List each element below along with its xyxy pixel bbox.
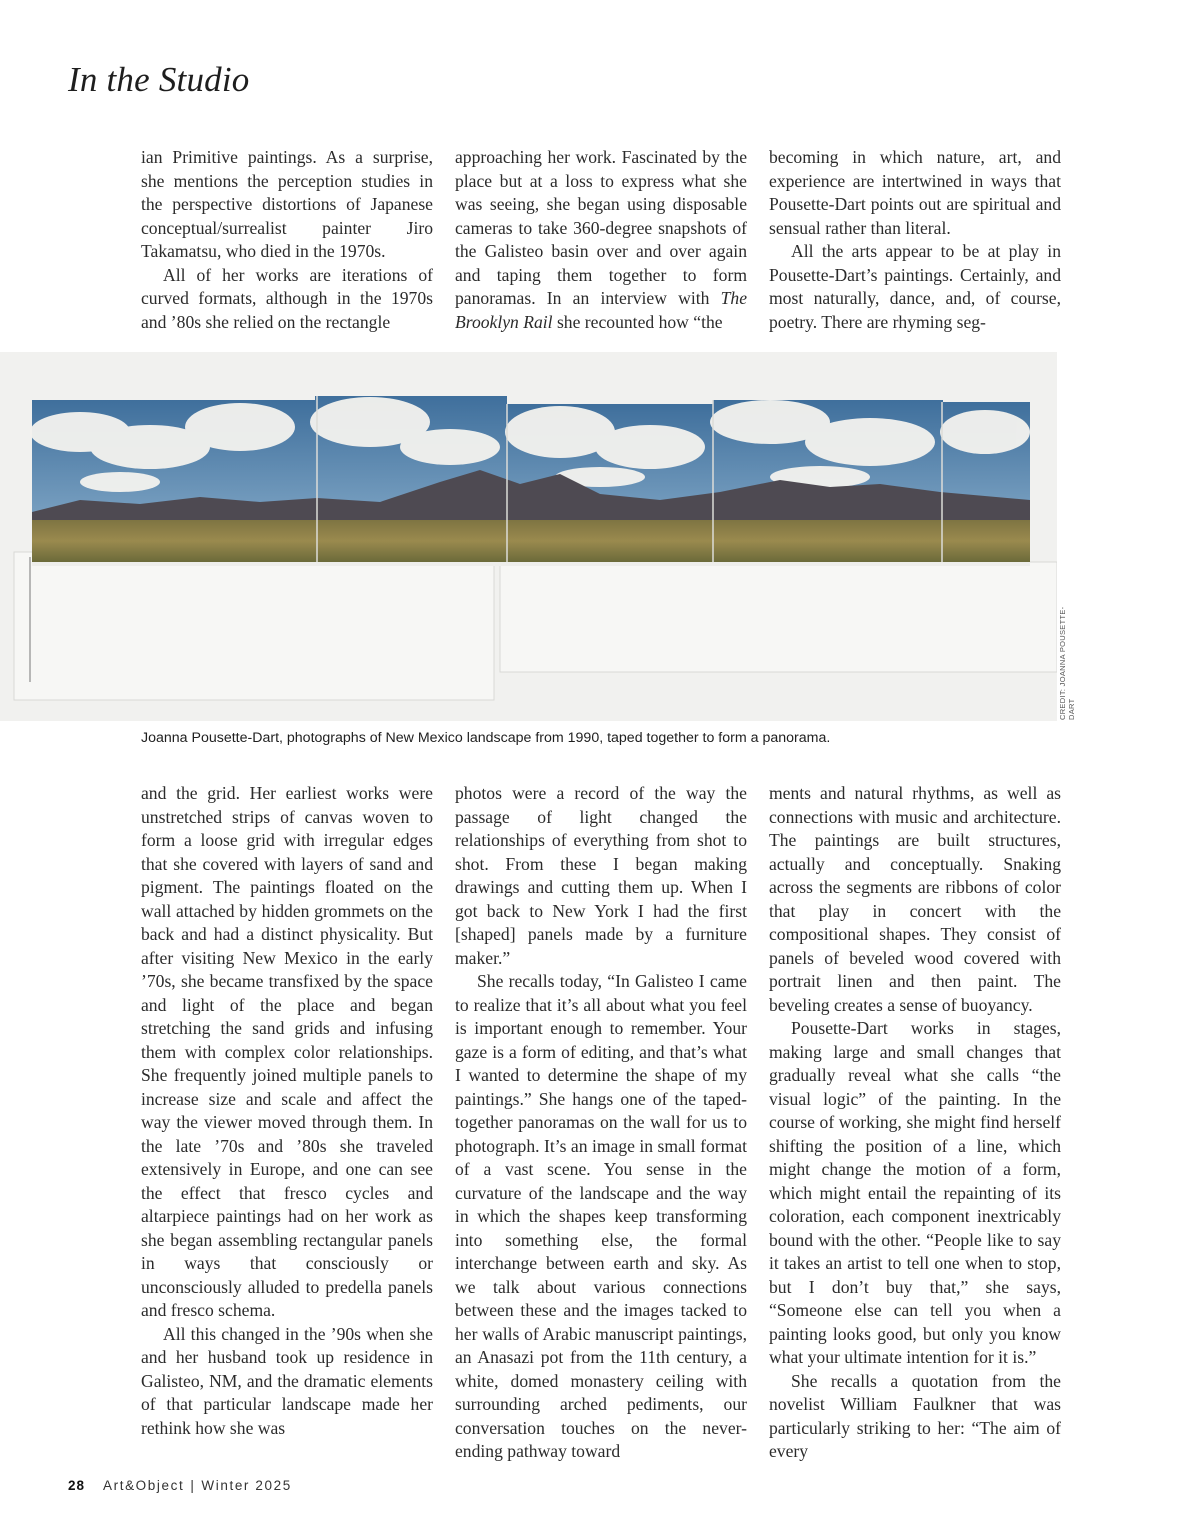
- text-run: she recounted how “the: [552, 311, 723, 332]
- paragraph: She recalls a quotation from the novelist William Faulkner that was particularly striking to her: “The aim of every: [769, 1370, 1061, 1461]
- article-column-2-top: [455, 146, 747, 334]
- article-column-1-top: [141, 146, 433, 334]
- figure-caption: Joanna Pousette-Dart, photographs of New Mexico landscape from 1990, taped together to form a panorama.: [141, 730, 831, 746]
- paragraph: ments and natural rhythms, as well as connections with music and architecture. The paintings are built structures, actually and conceptually. Snaking across the segments are ribbons of color that play in concert with the compositional shapes. They consist of panels of beveled wood covered with portrait linen and then paint. The beveling creates a sense of buoyancy.: [769, 783, 1061, 1015]
- paragraph: Pousette-Dart works in stages, making large and small changes that gradually reveal what she calls “the visual logic” of the painting. In the course of working, she might find herself shifting the position of a line, which might change the motion of a form, which might entail the repainting of its coloration, each component inextricably bound with the other. “People like to say it takes an artist to tell one when to stop, but I don’t buy that,” she says, “Someone else can tell you when a painting looks good, but only you know what your ultimate intention for it is.”: [769, 1018, 1061, 1367]
- article-column-3-bottom: [769, 782, 1061, 1464]
- publication-name: Art&Object: [103, 1478, 185, 1493]
- section-title: In the Studio: [68, 60, 250, 99]
- text-run: approaching her work. Fascinated by the place but at a loss to express what she was seeing, she began using disposable cameras to take 360-degree snapshots of the Galisteo basin over and over again and taping them together to form panoramas. In an interview with: [455, 147, 747, 308]
- publication-title: The Brooklyn Rail: [455, 288, 747, 332]
- issue-date: Winter 2025: [201, 1478, 292, 1493]
- paragraph: All of her works are iterations of curved formats, although in the 1970s and ’80s she relied on the rectangle: [141, 264, 433, 332]
- footer-separator: |: [190, 1478, 196, 1493]
- article-column-1-bottom: [141, 782, 433, 1440]
- article-column-2-bottom: [455, 782, 747, 1464]
- article-column-3-top: [769, 146, 1061, 334]
- photo-credit: CREDIT: JOANNA POUSETTE-DART: [1058, 606, 1076, 720]
- paragraph: All this changed in the ’90s when she and her husband took up residence in Galisteo, NM, and the dramatic elements of that particular landscape made her rethink how she was: [141, 1323, 433, 1438]
- paragraph: and the grid. Her earliest works were unstretched strips of canvas woven to form a loose grid with irregular edges that she covered with layers of sand and pigment. The paintings floated on the wall attached by hidden grommets on the back and had a distinct physicality. But after visiting New Mexico in the early ’70s, she became transfixed by the space and light of the place and began stretching the sand grids and infusing them with complex color relationships. She frequently joined multiple panels to increase size and scale and affect the way the viewer moved through them. In the late ’70s and ’80s she traveled extensively in Europe, and one can see the effect that fresco cycles and altarpiece paintings had on her work as she began assembling rectangular panels in ways that consciously or unconsciously alluded to predella panels and fresco schema.: [141, 783, 433, 1320]
- paragraph: ian Primitive paintings. As a surprise, she mentions the perception studies in the perspective distortions of Japanese conceptual/surrealist painter Jiro Takamatsu, who died in the 1970s.: [141, 147, 433, 261]
- paragraph: becoming in which nature, art, and experience are intertwined in ways that Pousette-Dart points out are spiritual and sensual rather than literal.: [769, 147, 1061, 238]
- panorama-image: [0, 352, 1057, 721]
- paragraph: [455, 146, 747, 334]
- page-footer: [68, 1478, 292, 1493]
- paragraph: She recalls today, “In Galisteo I came to realize that it’s all about what you feel is important enough to remember. Your gaze is a form of editing, and that’s what I wanted to determine the shape of my paintings.” She hangs one of the taped-together panoramas on the wall for us to photograph. It’s an image in small format of a vast scene. You sense in the curvature of the landscape and the way in which the shapes keep transforming into something else, the formal interchange between earth and sky. As we talk about various connections between these and the images tacked to her walls of Arabic manuscript paintings, an Anasazi pot from the 11th century, a white, domed monastery ceiling with surrounding arched pediments, our conversation touches on the never-ending pathway toward: [455, 971, 747, 1461]
- paragraph: All the arts appear to be at play in Pousette-Dart’s paintings. Certainly, and most naturally, dance, and, of course, poetry. There are rhyming seg-: [769, 241, 1061, 332]
- paragraph: photos were a record of the way the passage of light changed the relationships of everything from shot to shot. From these I began making drawings and cutting them up. When I got back to New York I had the first [shaped] panels made by a furniture maker.”: [455, 783, 747, 968]
- page-number: 28: [68, 1478, 86, 1493]
- panorama-photo: [0, 352, 1057, 721]
